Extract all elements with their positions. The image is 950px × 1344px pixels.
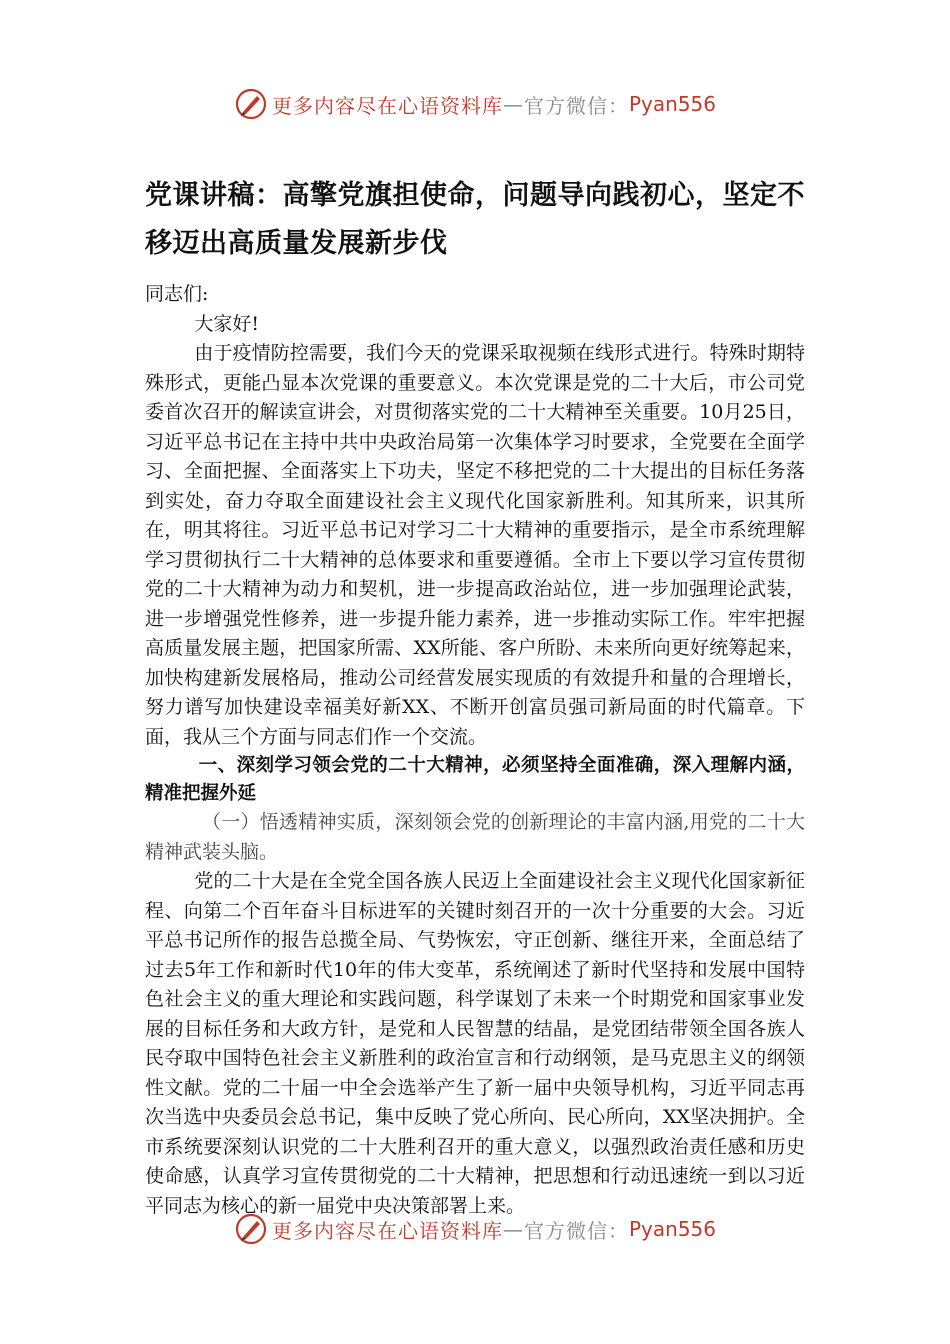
greeting-comrades: 同志们: [145,283,209,305]
pen-logo-icon [234,1212,268,1246]
footer-watermark-banner [0,1209,950,1249]
banner-main-text: 更多内容尽在心语资料库 [271,93,503,118]
section-heading-1: 一、深刻学习领会党的二十大精神，必须坚持全面准确，深入理解内涵，精准把握外延 [145,755,805,804]
subsection-heading-1: （一）悟透精神实质，深刻领会党的创新理论的丰富内涵,用党的二十大精神武装头脑。 [145,811,805,863]
greeting-hello: 大家好! [194,312,260,335]
body-paragraph-2: 党的二十大是在全党全国各族人民迈上全面建设社会主义现代化国家新征程、向第二个百年奋斗目标进军的关键时刻召开的一次十分重要的大会。习近平总书记所作的报告总揽全局、气势恢宏，守正创新、继往开来，全面总结了过去5年工作和新时代10年的伟大变革，系统阐述了新时代坚持和发展中国特色社会主义的重大理论和实践问题，科学谋划了未来一个时期党和国家事业发展的目标任务和大政方针，是党和人民智慧的结晶，是党团结带领全国各族人民夺取中国特色社会主义新胜利的政治宣言和行动纲领，是马克思主义的纲领性文献。党的二十届一中全会选举产生了新一届中央领导机构，习近平同志再次当选中央委员会总书记，集中反映了党心所向、民心所向，XX坚决拥护。全市系统要深刻认识党的二十大胜利召开的重大意义，以强烈政治责任感和历史使命感，认真学习宣传贯彻党的二十大精神，把思想和行动迅速统一到以习近平同志为核心的新一届党中央决策部署上来。 [145,870,805,1217]
banner-wechat-id: Pyan556 [628,1217,716,1241]
banner-main-text: 更多内容尽在心语资料库 [271,1218,503,1243]
banner-wechat-label: 官方微信： [523,1218,629,1243]
banner-separator: — [502,1217,524,1241]
header-watermark-banner [0,84,950,124]
banner-separator: — [502,92,524,116]
document-title: 党课讲稿：高擎党旗担使命，问题导向践初心，坚定不移迈出高质量发展新步伐 [145,180,805,259]
document-body [145,280,805,1221]
banner-wechat-id: Pyan556 [628,92,716,116]
intro-paragraph: 由于疫情防控需要，我们今天的党课采取视频在线形式进行。特殊时期特殊形式，更能凸显本次党课的重要意义。本次党课是党的二十大后，市公司党委首次召开的解读宣讲会，对贯彻落实党的二十大精神至关重要。10月25日，习近平总书记在主持中共中央政治局第一次集体学习时要求，全党要在全面学习、全面把握、全面落实上下功夫，坚定不移把党的二十大提出的目标任务落到实处，奋力夺取全面建设社会主义现代化国家新胜利。知其所来，识其所在，明其将往。习近平总书记对学习二十大精神的重要指示，是全市系统理解学习贯彻执行二十大精神的总体要求和重要遵循。全市上下要以学习宣传贯彻党的二十大精神为动力和契机，进一步提高政治站位，进一步加强理论武装，进一步增强党性修养，进一步提升能力素养，进一步推动实际工作。牢牢把握高质量发展主题，把国家所需、XX所能、客户所盼、未来所向更好统筹起来，加快构建新发展格局，推动公司经营发展实现质的有效提升和量的合理增长，努力谱写加快建设幸福美好新XX、不断开创富员强司新局面的时代篇章。下面，我从三个方面与同志们作一个交流。 [145,342,805,748]
pen-logo-icon [234,87,268,121]
banner-wechat-label: 官方微信： [523,93,629,118]
